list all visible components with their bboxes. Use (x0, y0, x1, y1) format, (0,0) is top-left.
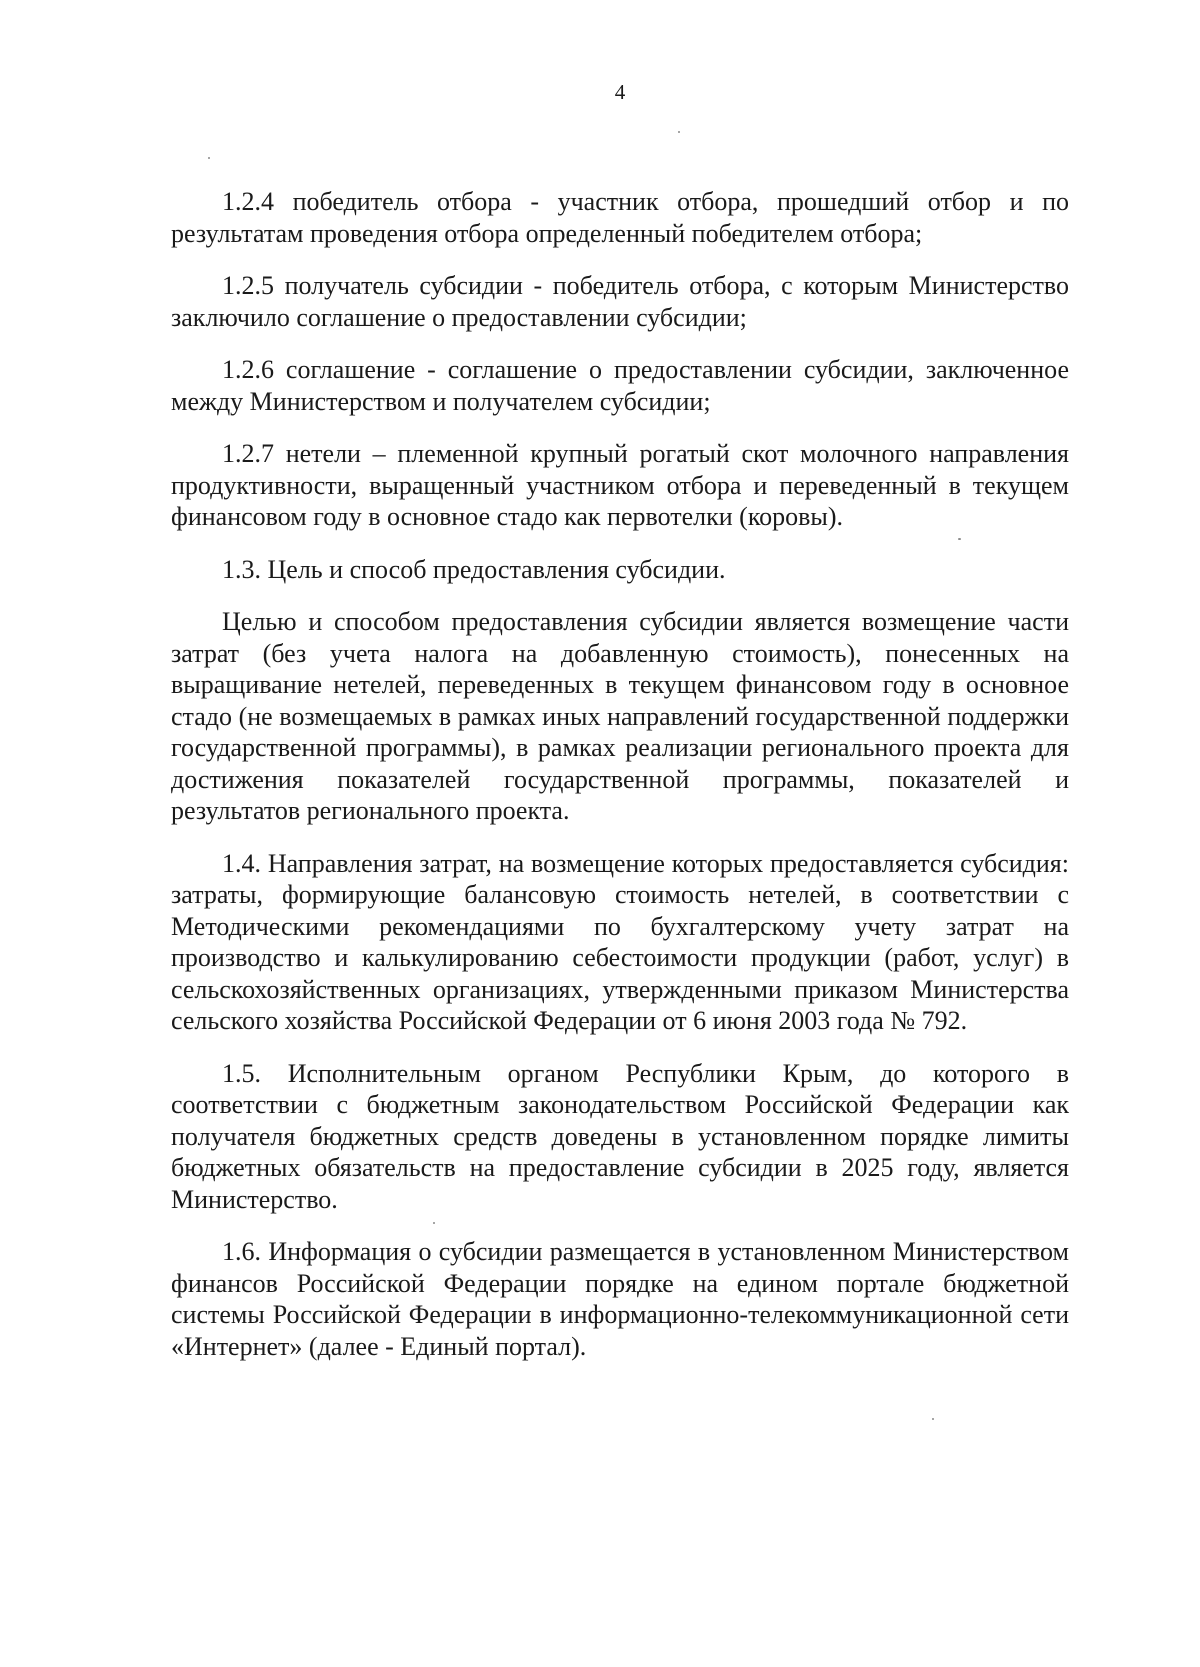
scan-speck (958, 538, 961, 540)
paragraph-1-4: 1.4. Направления затрат, на возмещение которых предоставляется субсидия: затраты, формирующие балансовую стоимость нетелей, в соответствии с Методическими рекомендациями по бухгалтерскому учету затрат на производство и калькулированию себестоимости продукции (работ, услуг) в сельскохозяйственных организациях, утвержденными приказом Министерства сельского хозяйства Российской Федерации от 6 июня 2003 года № 792. (171, 848, 1069, 1035)
page-number: 4 (614, 80, 626, 104)
paragraph-1-2-7: 1.2.7 нетели – племенной крупный рогатый скот молочного направления продуктивности, выращенный участником отбора и переведенный в текущем финансовом году в основное стадо как первотелки (коровы). (171, 439, 1069, 531)
paragraph-1-5: 1.5. Исполнительным органом Республики Крым, до которого в соответствии с бюджетным законодательством Российской Федерации как получателя бюджетных средств доведены в установленном порядке лимиты бюджетных обязательств на предоставление субсидии в 2025 году, является Министерство. (171, 1058, 1069, 1214)
scan-speck (433, 1222, 435, 1224)
paragraph-1-2-5: 1.2.5 получатель субсидии - победитель отбора, с которым Министерство заключило соглашение о предоставлении субсидии; (171, 271, 1069, 332)
paragraph-1-2-6: 1.2.6 соглашение - соглашение о предоставлении субсидии, заключенное между Министерством и получателем субсидии; (171, 355, 1069, 416)
paragraph-1-6: 1.6. Информация о субсидии размещается в установленном Министерством финансов Российской Федерации порядке на едином портале бюджетной системы Российской Федерации в информационно-телекоммуникационной сети «Интернет» (далее - Единый портал). (171, 1237, 1069, 1361)
scan-speck (678, 131, 680, 133)
scan-speck (208, 157, 210, 159)
scan-speck (932, 1418, 934, 1420)
document-body (171, 186, 1069, 1383)
paragraph-1-3-body: Целью и способом предоставления субсидии является возмещение части затрат (без учета налога на добавленную стоимость), понесенных на выращивание нетелей, переведенных в текущем финансовом году в основное стадо (не возмещаемых в рамках иных направлений государственной поддержки государственной программы), в рамках реализации регионального проекта для достижения показателей государственной программы, показателей и результатов регионального проекта. (171, 607, 1069, 825)
paragraph-1-2-4: 1.2.4 победитель отбора - участник отбора, прошедший отбор и по результатам проведения отбора определенный победителем отбора; (171, 187, 1069, 248)
section-heading-1-3: 1.3. Цель и способ предоставления субсидии. (222, 554, 726, 584)
